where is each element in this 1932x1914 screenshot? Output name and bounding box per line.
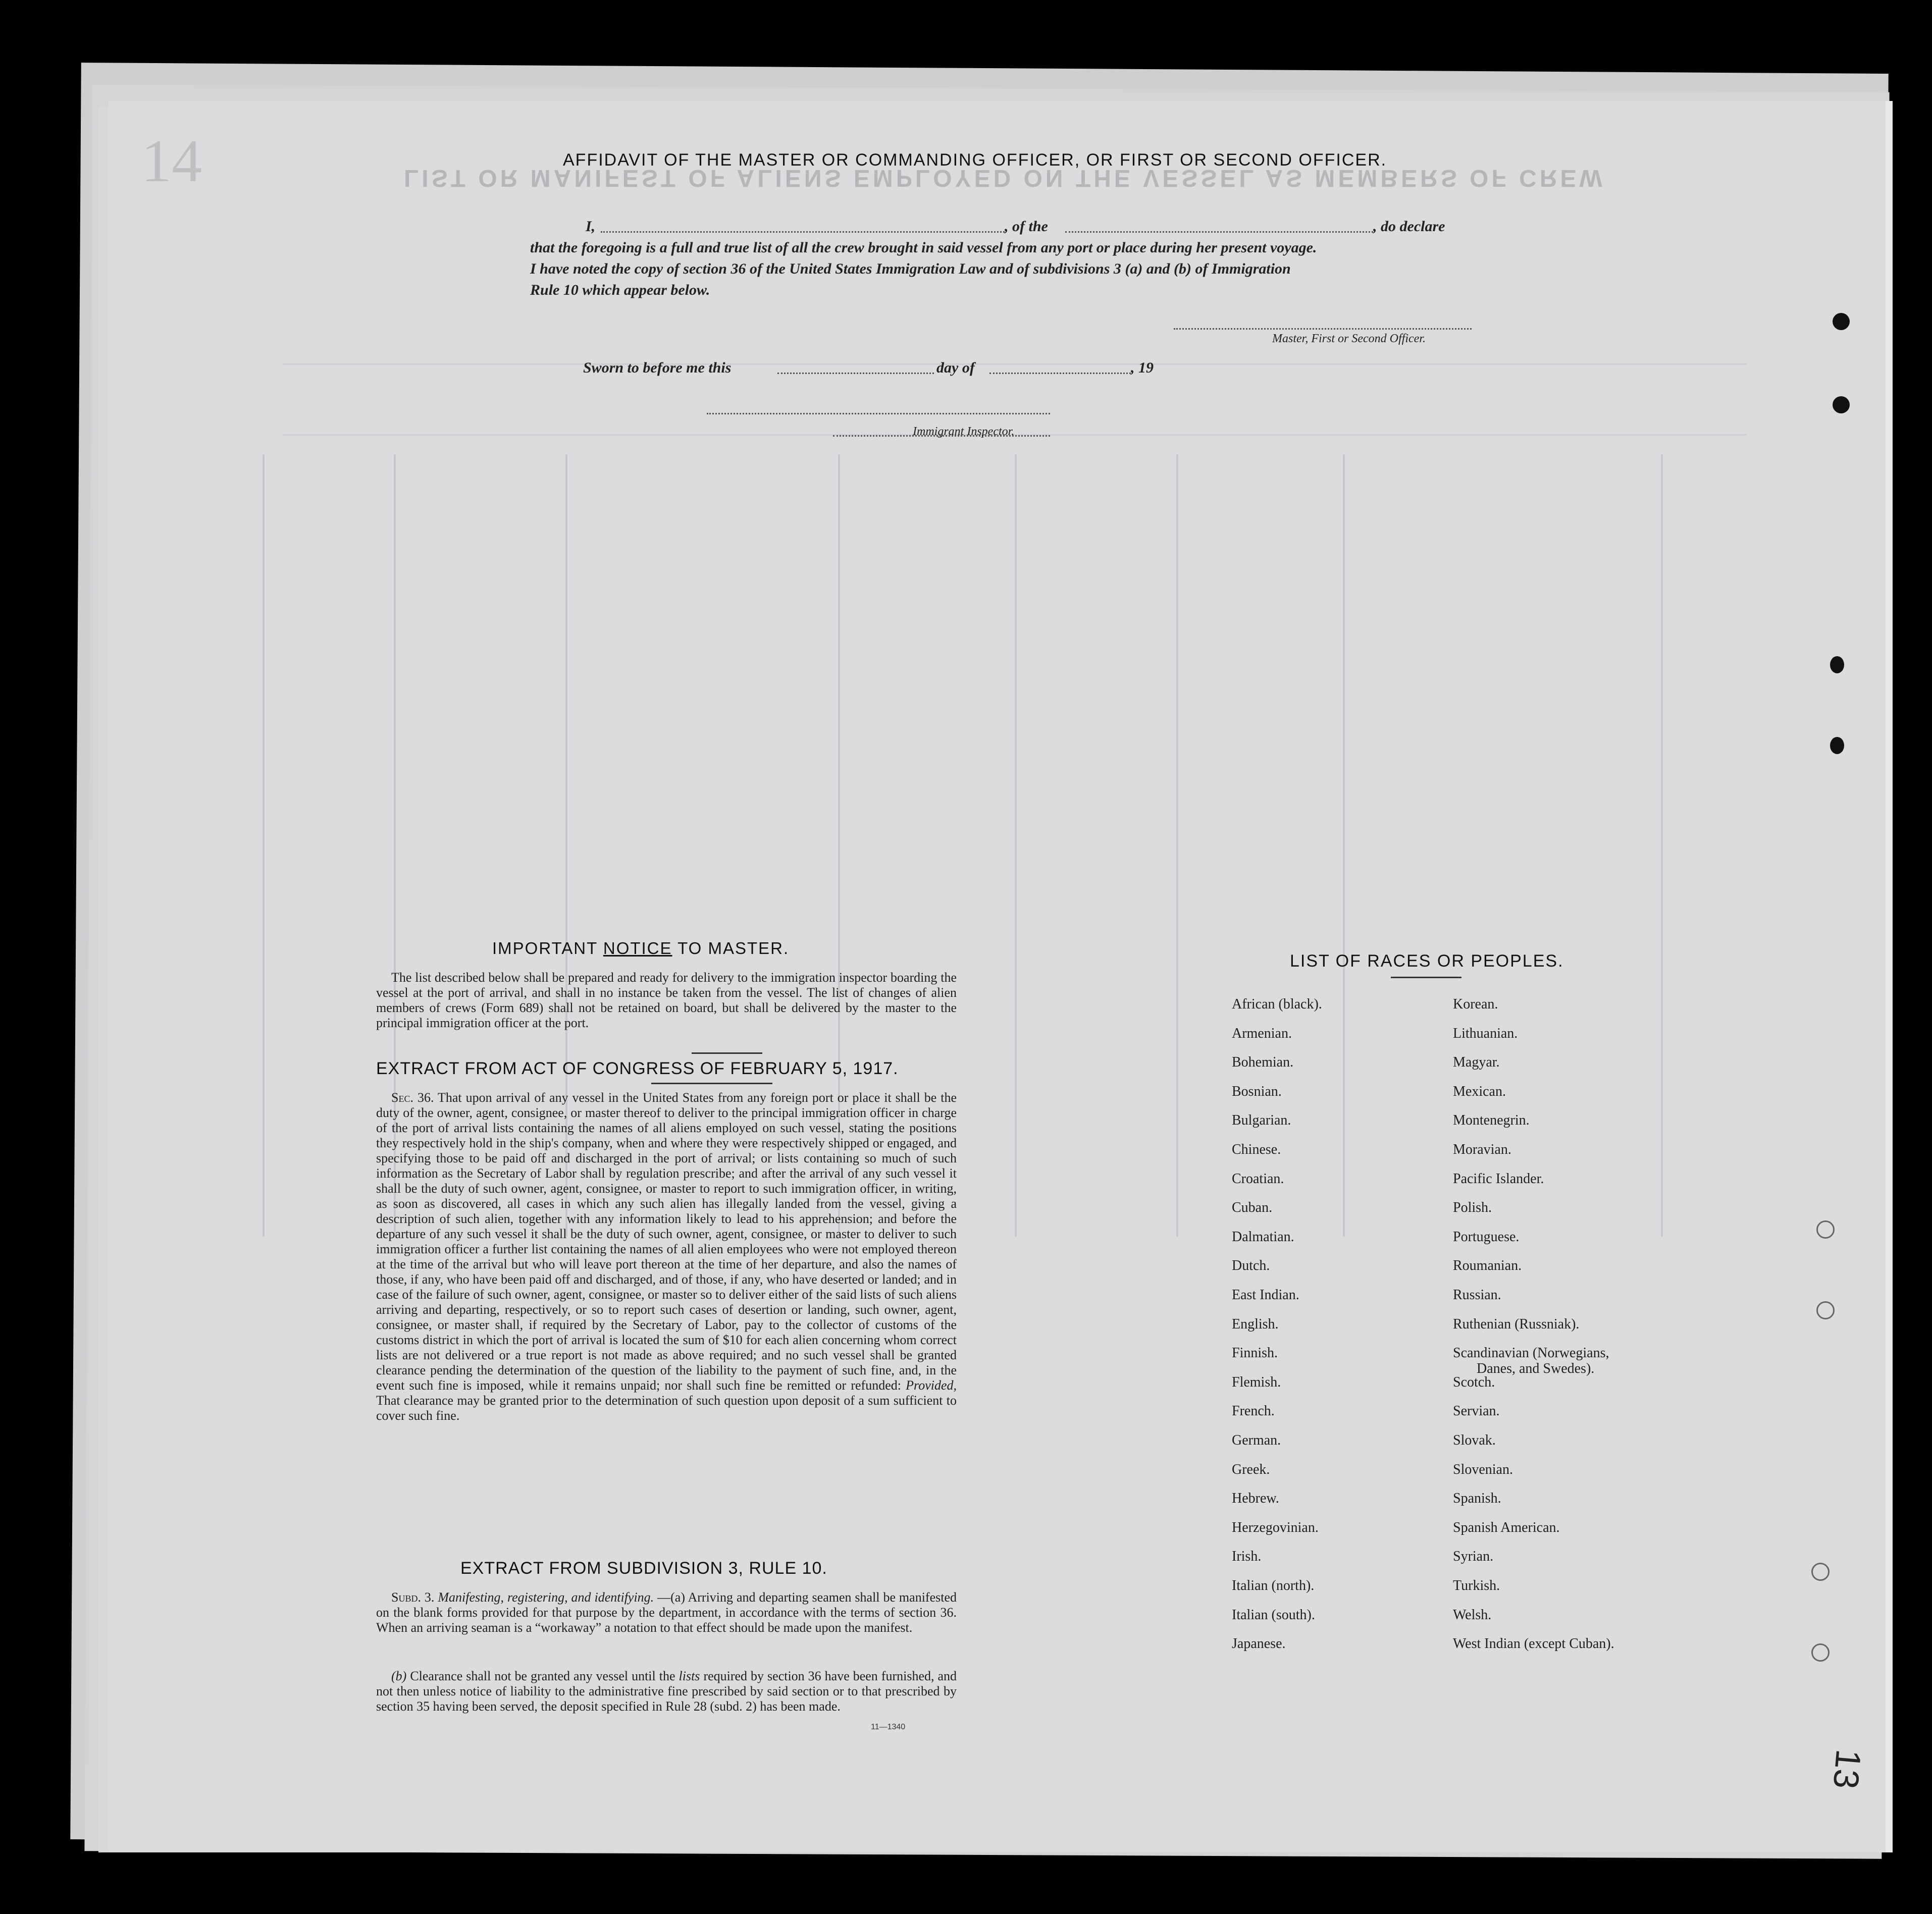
section-36-paragraph	[376, 1090, 957, 1423]
affidavit-line: I have noted the copy of section 36 of the United States Immigration Law and of subdivisions 3 (a) and (b) of Immigration	[530, 260, 1291, 277]
subd-b-text: required by section 36 have been furnished, and not then unless notice of liability to the administrative fine prescribed by said section or to that prescribed by section 35 having been served, the deposit specified in Rule 28 (subd. 2) has been made.	[376, 1669, 957, 1714]
declare-label: , do declare	[1373, 218, 1445, 235]
race-item: African (black).	[1232, 996, 1322, 1012]
punch-hole	[1811, 1643, 1830, 1662]
mirrored-header-bleed: LIST OR MANIFEST OF ALIENS EMPLOYED ON THE VESSEL AS MEMBERS OF CREW	[404, 165, 1605, 191]
race-item: Pacific Islander.	[1453, 1171, 1544, 1187]
race-item: Danes, and Swedes).	[1477, 1361, 1595, 1377]
race-item: Scotch.	[1453, 1374, 1495, 1390]
subd-b-lists: lists	[678, 1669, 700, 1683]
master-signature-field[interactable]	[1174, 328, 1472, 330]
race-item: Dalmatian.	[1232, 1229, 1294, 1245]
punch-hole	[1830, 737, 1844, 754]
divider	[692, 1052, 762, 1054]
race-item: German.	[1232, 1432, 1281, 1448]
vessel-name-field[interactable]	[1065, 231, 1373, 233]
race-item: Mexican.	[1453, 1083, 1506, 1099]
page-number: 13	[1825, 1747, 1869, 1791]
race-item: Hebrew.	[1232, 1491, 1279, 1507]
bleed-row	[283, 363, 1747, 365]
inspector-signature-label: Immigrant Inspector.	[913, 425, 1015, 438]
race-item: Moravian.	[1453, 1142, 1511, 1157]
affidavit-line: that the foregoing is a full and true list of all the crew brought in said vessel from any port or place during her present voyage.	[530, 239, 1317, 256]
race-item: Irish.	[1232, 1549, 1262, 1565]
race-item: Italian (south).	[1232, 1607, 1315, 1623]
race-item: English.	[1232, 1316, 1279, 1332]
race-item: Lithuanian.	[1453, 1025, 1518, 1041]
race-item: Welsh.	[1453, 1607, 1492, 1623]
race-item: Herzegovinian.	[1232, 1519, 1319, 1535]
subdivision-3b-paragraph	[376, 1669, 957, 1714]
subd-label: Subd. 3.	[391, 1590, 435, 1605]
race-item: Finnish.	[1232, 1345, 1278, 1361]
subd-text-a: —(a) Arriving and departing seamen shall be manifested on the blank forms provided for that purpose by the department, in accordance with the terms of section 36. When an arriving seaman is a “workaway” a notation to that effect should be made upon the manifest.	[376, 1590, 957, 1635]
notice-title-part: NOTICE	[603, 939, 672, 958]
punch-hole	[1833, 396, 1850, 413]
race-item: Korean.	[1453, 996, 1498, 1012]
declarant-label: I,	[586, 218, 596, 235]
pencil-mark: 14	[141, 127, 202, 194]
subd-b-label: (b)	[391, 1669, 407, 1683]
subdivision-3a-paragraph	[376, 1590, 957, 1635]
section-label: Sec. 36.	[391, 1090, 434, 1105]
sworn-label: Sworn to before me this	[583, 359, 732, 376]
bleed-column	[1015, 454, 1017, 1237]
bleed-column	[1343, 454, 1345, 1237]
extract-act-title: EXTRACT FROM ACT OF CONGRESS OF FEBRUARY 5, 1917.	[376, 1059, 899, 1078]
declarant-name-field[interactable]	[601, 231, 1005, 233]
vessel-of-label: , of the	[1005, 218, 1048, 235]
notice-title	[492, 939, 789, 958]
race-item: Servian.	[1453, 1403, 1500, 1419]
race-item: Italian (north).	[1232, 1578, 1315, 1593]
notice-title-part: TO MASTER.	[677, 939, 790, 958]
race-item: East Indian.	[1232, 1287, 1299, 1303]
sworn-day-field[interactable]	[777, 373, 934, 374]
bleed-column	[1176, 454, 1178, 1237]
extract-rule-title: EXTRACT FROM SUBDIVISION 3, RULE 10.	[460, 1559, 827, 1578]
race-item: Syrian.	[1453, 1549, 1494, 1565]
race-item: Ruthenian (Russniak).	[1453, 1316, 1580, 1332]
race-item: Magyar.	[1453, 1054, 1500, 1071]
race-item: Spanish American.	[1453, 1519, 1560, 1535]
race-item: Scandinavian (Norwegians,	[1453, 1345, 1609, 1361]
race-item: Polish.	[1453, 1200, 1492, 1216]
race-item: Chinese.	[1232, 1142, 1281, 1157]
bleed-column	[1661, 454, 1663, 1237]
race-item: West Indian (except Cuban).	[1453, 1636, 1614, 1652]
race-item: Armenian.	[1232, 1025, 1292, 1041]
race-item: Roumanian.	[1453, 1258, 1522, 1274]
section-text: That upon arrival of any vessel in the United States from any foreign port or place it shall be the duty of the owner, agent, consignee, or master thereof to deliver to the principal immigration officer in charge of the port of arrival lists containing the names of all aliens employed on such vessel, stating the positions they respectively hold in the ship's company, when and where they were respectively shipped or engaged, and specifying those to be paid off and discharged in the port of arrival; or lists containing so much of such information as the Secretary of Labor shall by regulation prescribe; and after the arrival of any such vessel it shall be the duty of such owner, agent, consignee, or master to report to such immigration officer, in writing, as soon as discovered, all cases in which any such alien has illegally landed from the vessel, giving a description of such alien, together with any information likely to lead to his apprehension; and before the departure of any such vessel it shall be the duty of such owner, agent, consignee, or master to deliver to such immigration officer a further list containing the names of all alien employees who were not employed thereon at the time of the arrival but who will leave port thereon at the time of her departure, and also the names of those, if any, who have been paid off and discharged, and of those, if any, who have deserted or landed; and in case of the failure of such owner, agent, consignee, or master so to deliver either of the said lists of such aliens arriving and departing, respectively, or so to report such cases of desertion or landing, such owner, agent, consignee, or master shall, if required by the Secretary of Labor, pay to the collector of customs of the customs district in which the port of arrival is located the sum of $10 for each alien concerning whom correct lists are not delivered or a true report is not made as above required; and no such vessel shall be granted clearance pending the determination of the question of the liability to the payment of such fine, and, in the event such fine is imposed, while it remains unpaid; nor shall such fine be remitted or refunded:	[376, 1090, 957, 1393]
year-label: , 19	[1131, 359, 1154, 376]
inspector-signature-field[interactable]	[707, 413, 1050, 414]
punch-hole	[1816, 1220, 1835, 1239]
race-item: Dutch.	[1232, 1258, 1270, 1274]
race-item: French.	[1232, 1403, 1275, 1419]
race-item: Japanese.	[1232, 1636, 1286, 1652]
races-title: LIST OF RACES OR PEOPLES.	[1290, 951, 1564, 971]
race-item: Greek.	[1232, 1461, 1270, 1477]
race-item: Montenegrin.	[1453, 1112, 1530, 1129]
punch-hole	[1830, 656, 1844, 673]
punch-hole	[1816, 1301, 1835, 1319]
divider	[651, 1083, 772, 1084]
proviso-label: Provided,	[906, 1378, 957, 1393]
notice-paragraph: The list described below shall be prepared and ready for delivery to the immigration inspector boarding the vessel at the port of arrival, and shall in no instance be taken from the vessel. The list of changes of alien members of crews (Form 689) shall not be retained on board, but shall be delivered by the master to the principal immigration officer at the port.	[376, 970, 957, 1030]
race-item: Portuguese.	[1453, 1229, 1520, 1245]
race-item: Slovenian.	[1453, 1461, 1513, 1477]
day-of-label: day of	[936, 359, 975, 376]
race-item: Spanish.	[1453, 1491, 1501, 1507]
race-item: Bulgarian.	[1232, 1112, 1291, 1129]
divider	[1391, 977, 1461, 978]
notice-title-part: IMPORTANT	[492, 939, 598, 958]
race-item: Bosnian.	[1232, 1083, 1282, 1099]
affidavit-title: AFFIDAVIT OF THE MASTER OR COMMANDING OFFICER, OR FIRST OR SECOND OFFICER.	[563, 150, 1387, 170]
race-item: Turkish.	[1453, 1578, 1500, 1593]
master-signature-label: Master, First or Second Officer.	[1272, 332, 1426, 345]
race-item: Slovak.	[1453, 1432, 1496, 1448]
affidavit-line: Rule 10 which appear below.	[530, 282, 710, 298]
race-item: Cuban.	[1232, 1200, 1273, 1216]
form-number: 11—1340	[871, 1723, 906, 1731]
punch-hole	[1833, 313, 1850, 330]
proviso-text: That clearance may be granted prior to the determination of such question upon deposit of a sum sufficient to cover such fine.	[376, 1393, 957, 1423]
race-item: Croatian.	[1232, 1171, 1284, 1187]
race-item: Flemish.	[1232, 1374, 1281, 1390]
race-item: Russian.	[1453, 1287, 1501, 1303]
subd-b-text: Clearance shall not be granted any vessel until the	[410, 1669, 675, 1683]
punch-hole	[1811, 1563, 1830, 1581]
sworn-month-field[interactable]	[989, 373, 1131, 374]
race-item: Bohemian.	[1232, 1054, 1294, 1071]
subd-heading: Manifesting, registering, and identifying.	[438, 1590, 654, 1605]
bleed-column	[263, 454, 265, 1237]
